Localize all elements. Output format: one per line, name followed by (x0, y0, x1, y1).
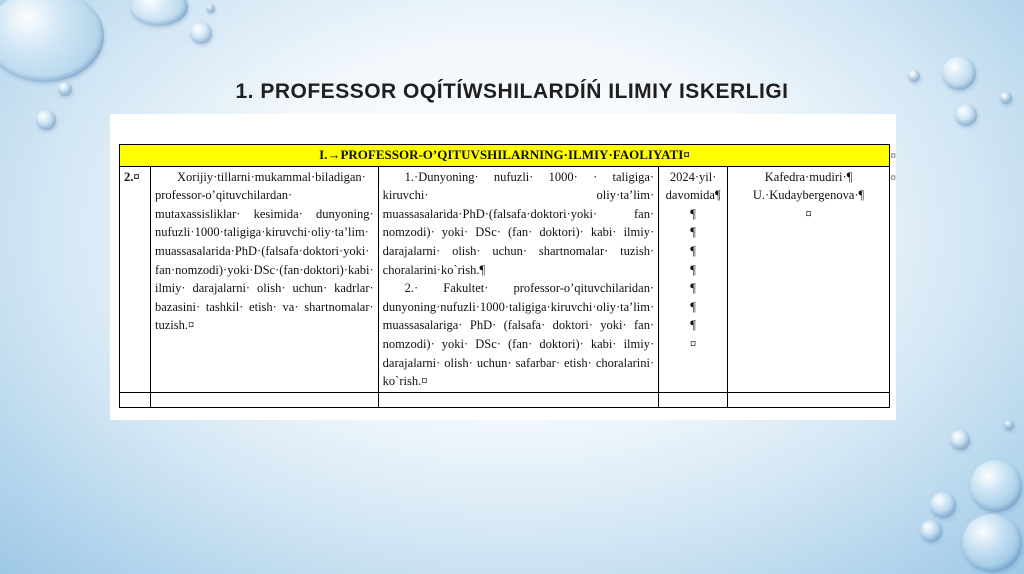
slide-title: 1. PROFESSOR OQÍTÍWSHILARDÍŃ ILIMIY ISKERLIGI (235, 80, 789, 103)
deadline-line: ¶ (690, 318, 696, 333)
actions-cell (378, 166, 658, 392)
deadline-line: davomida¶ (665, 188, 721, 203)
end-of-row-mark: ¤ (890, 172, 896, 184)
deadline-line: ¶ (690, 243, 696, 258)
water-drop (955, 104, 977, 126)
deadline-cell (659, 166, 728, 392)
table-header: I.→PROFESSOR-O’QITUVSHILARNING·ILMIY·FAOLIYATI¤ (120, 145, 890, 167)
water-drop (950, 430, 970, 450)
deadline-line: ¤ (690, 336, 697, 351)
task-text: Xorijiy·tillarni·mukammal·biladigan· professor-o’qituvchilardan· mutaxassisliklar· kesimida· dunyoning· nufuzli·1000·taligiga·kiruvchi·oliy·ta’lim· muassasalarida·PhD·(falsafa·doktori·yoki· fan·nomzodi)·yoki·DSc·(fan·doktori)·kabi· ilmiy· darajalarni· olish· uchun· kadrlar· bazasini· tashkil· etish· va· shartnomalar· tuzish.¤ (155, 169, 374, 333)
responsible-line: U.·Kudaybergenova·¶ (752, 188, 865, 203)
deadline-line: ¶ (690, 262, 696, 277)
water-drop (190, 22, 212, 44)
empty-cell (728, 392, 890, 407)
deadline-line: 2024·yil· (669, 169, 717, 184)
water-drop (1004, 420, 1014, 430)
deadline-line: ¶ (690, 281, 696, 296)
responsible-cell (728, 166, 890, 392)
water-drop (962, 514, 1022, 572)
water-drop (36, 110, 56, 130)
deadline-line: ¶ (690, 206, 696, 221)
deadline-line: ¶ (690, 299, 696, 314)
end-of-row-mark: ¤ (890, 150, 896, 162)
row-number: 2.¤ (120, 166, 151, 392)
deadline-line: ¶ (690, 225, 696, 240)
water-drop (130, 0, 188, 26)
water-drop (930, 492, 956, 518)
empty-cell (659, 392, 728, 407)
responsible-line: Kafedra·mudiri·¶ (764, 169, 853, 184)
table-row (120, 166, 890, 392)
table-row (120, 392, 890, 407)
empty-cell (378, 392, 658, 407)
responsible-line: ¤ (805, 206, 812, 221)
water-drop (970, 460, 1022, 512)
empty-cell (151, 392, 379, 407)
water-drop (206, 4, 215, 13)
water-drop (920, 520, 942, 542)
water-drop (0, 0, 104, 82)
task-cell (151, 166, 379, 392)
document-screenshot (110, 114, 896, 420)
action-item: 2.· Fakultet· professor-o’qituvchilaridan· dunyoning·nufuzli·1000·taligiga·kiruvchi·oliy·ta’lim· muassasalariga· PhD· (falsafa· doktori· yoki· fan· nomzodi)· yoki· DSc· (fan· doktori)· kabi· ilmiy· darajalarni· olish· uchun· safarbar· etish· choralarini· ko`rish.¤ (382, 281, 655, 389)
action-item: 1.·Dunyoning· nufuzli· 1000· · taligiga· kiruvchi· oliy·ta’lim· muassasalarida·PhD·(falsafa·doktori·yoki· fan· nomzodi)· yoki· DSc· (fan· doktori)· kabi· ilmiy· darajalarni· olish· uchun· shartnomalar· tuzish· choralarini·ko`rish.¶ (382, 169, 655, 277)
activity-table (119, 144, 890, 408)
empty-cell (120, 392, 151, 407)
